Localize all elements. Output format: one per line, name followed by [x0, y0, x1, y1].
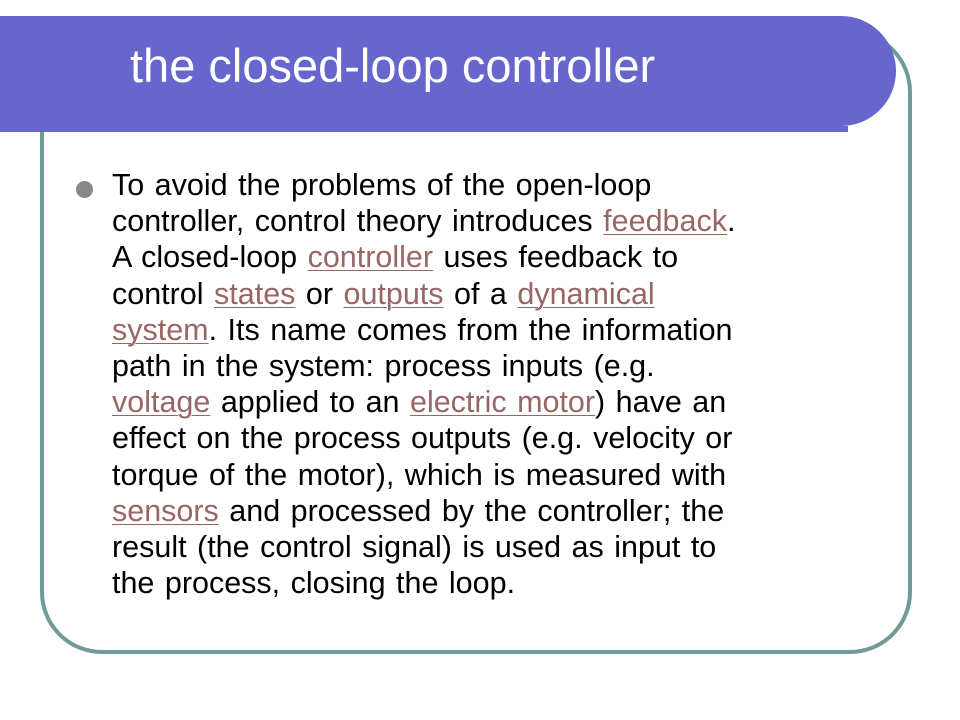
- body-text: path in the system: process inputs (e.g.: [112, 349, 655, 384]
- slide-content: [112, 167, 874, 601]
- body-text: control: [112, 276, 215, 311]
- text-line: [112, 384, 874, 420]
- text-line: [112, 493, 874, 529]
- body-text: the process, closing the loop.: [112, 566, 516, 601]
- text-line: [112, 276, 874, 312]
- text-line: [112, 565, 874, 601]
- body-text: ) have an: [595, 385, 727, 420]
- body-text: torque of the motor), which is measured with: [112, 457, 727, 492]
- dynamical-system-link[interactable]: system: [112, 312, 209, 347]
- body-text: .: [726, 204, 736, 239]
- text-line: [112, 348, 874, 384]
- outputs-link[interactable]: outputs: [343, 276, 444, 311]
- text-line: [112, 457, 874, 493]
- text-line: [112, 529, 874, 565]
- slide-title: the closed-loop controller: [130, 39, 656, 92]
- voltage-link[interactable]: voltage: [112, 385, 211, 420]
- text-line: [112, 239, 874, 275]
- text-line: [112, 420, 874, 456]
- title-underline: [0, 126, 848, 132]
- controller-link[interactable]: controller: [307, 240, 434, 275]
- body-text: and processed by the controller; the: [218, 493, 725, 528]
- bullet-dot-icon: [76, 181, 93, 198]
- body-text: . Its name comes from the information: [208, 312, 733, 347]
- body-text: A closed-loop: [112, 240, 308, 275]
- states-link[interactable]: states: [214, 276, 296, 311]
- body-text: or: [295, 276, 344, 311]
- body-text: To avoid the problems of the open-loop: [112, 168, 652, 202]
- sensors-link[interactable]: sensors: [112, 493, 219, 528]
- text-line: [112, 167, 874, 203]
- body-text: applied to an: [210, 385, 410, 420]
- text-line: [112, 203, 874, 239]
- body-text: result (the control signal) is used as input to: [112, 530, 717, 565]
- electric-motor-link[interactable]: electric motor: [409, 385, 596, 420]
- body-text: of a: [443, 276, 518, 311]
- body-text: uses feedback to: [433, 240, 679, 275]
- dynamical-system-link[interactable]: dynamical: [517, 276, 655, 311]
- body-text: effect on the process outputs (e.g. velocity or: [112, 421, 733, 456]
- body-text: controller, control theory introduces: [112, 204, 604, 239]
- text-line: [112, 312, 874, 348]
- bullet-paragraph: [112, 167, 874, 601]
- feedback-link[interactable]: feedback: [603, 204, 727, 239]
